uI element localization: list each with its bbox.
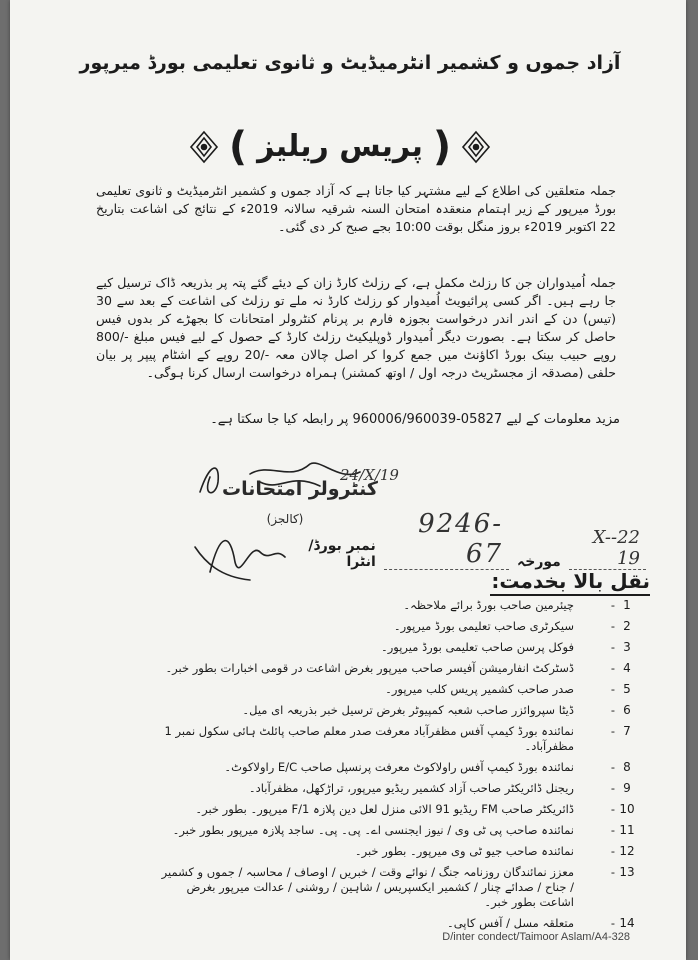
paragraph-result-cards: جملہ اُمیدواران جن کا رزلٹ مکمل ہے، کے رزلٹ کارڈ زان کے دیئے گئے پتہ پر بذریعہ ڈاک ترسیل کیے جا رہے ہیں۔ اگر کسی پرائیویٹ اُمیدوار کو رزلٹ کارڈ نہ ملے تو رزلٹ کی اشاعت کے بعد سے 30 (تیس) دن کے اندر اندر درخواست بجوزہ فارم بر پرنام کنٹرولر امتحانات کا بجھڑے کر بدوں فیس حاصل کر سکتا ہے۔ بصورت دیگر اُمیدوار ڈوپلیکیٹ رزلٹ کارڈ کے حصول کے لیے فیس مبلغ -/800 روپے حبیب بینک بورڈ اکاؤنٹ میں جمع کروا کر اصل چالان معہ -/20 روپے کے اشٹام پیپر پر بیان حلفی (مصدقہ از مجسٹریٹ درجہ اول / اوتھ کمشنر) ہمراہ درخواست ارسال کرنا ہوگی۔ — [96, 275, 617, 380]
list-item: 3 - فوکل پرسن صاحب تعلیمی بورڈ میرپور۔ — [381, 640, 631, 654]
ornament-left-icon — [189, 130, 219, 164]
contact-info: مزید معلومات کے لیے 05827-960006/960039 پر رابطہ کیا جا سکتا ہے۔ — [210, 412, 620, 427]
paragraph-result-announcement: جملہ متعلقین کی اطلاع کے لیے مشتہر کیا جاتا ہے کہ آزاد جموں و کشمیر انٹرمیڈیٹ و ثانوی تعلیمی بورڈ میرپور کے زیر اہتمام منعقدہ امتحان السنہ شرقیہ سالانہ 2019ء کے نتائج کی اشاعت بتاریخ 22 اکتوبر 2019ء بروز منگل بوقت 10:00 بجے صبح کر دی گئی۔ — [96, 183, 616, 234]
document-page — [10, 0, 686, 960]
title-paren-right: ) — [432, 124, 452, 170]
list-item: 1 - چیئرمین صاحب بورڈ برائے ملاحظہ۔ — [403, 598, 631, 612]
reference-date-label: مورخہ — [517, 554, 561, 570]
reference-number-label: نمبر بورڈ/انٹرا — [308, 538, 376, 570]
list-item: 10 - ڈائریکٹر صاحب FM ریڈیو 91 الائی منزل لعل دین پلازہ F/1 میرپور۔ بطور خبر۔ — [195, 802, 635, 816]
board-name-header: آزاد جموں و کشمیر انٹرمیڈیٹ و ثانوی تعلیمی بورڈ میرپور — [79, 52, 621, 74]
list-item: 5 - صدر صاحب کشمیر پریس کلب میرپور۔ — [385, 682, 631, 696]
reference-line — [286, 509, 646, 570]
list-item: 2 - سیکرٹری صاحب تعلیمی بورڈ میرپور۔ — [393, 619, 631, 633]
reference-number: 9246-67 — [384, 509, 509, 570]
list-item: 12 - نمائندہ صاحب جیو ٹی وی میرپور۔ بطور خبر۔ — [354, 844, 635, 858]
list-item: 11 - نمائندہ صاحب پی ٹی وی / نیوز ایجنسی اے۔ پی۔ پی۔ ساجد پلازہ میرپور بطور خبر۔ — [172, 823, 635, 837]
press-release-title-block — [160, 122, 520, 172]
controller-subtitle: (کالجز) — [266, 512, 304, 526]
list-item: 8 - نمائندہ بورڈ کیمپ آفس راولاکوٹ معرفت پرنسپل صاحب E/C راولاکوٹ۔ — [224, 760, 631, 774]
reference-date: 22-X-19 — [569, 527, 646, 570]
copy-to-list — [160, 598, 640, 937]
list-item: 7 - نمائندہ بورڈ کیمپ آفس مظفرآباد معرفت صدر معلم صاحب پائلٹ ہائی سکول نمبر 1 مظفرآباد۔ — [164, 724, 631, 753]
ornament-right-icon — [461, 130, 491, 164]
controller-title: کنٹرولر امتحانات — [222, 478, 378, 500]
copy-to-heading: نقل بالا بخدمت: — [490, 568, 650, 596]
list-item: 6 - ڈیٹا سپروائزر صاحب شعبہ کمپیوٹر بغرض ترسیل خبر بذریعہ ای میل۔ — [242, 703, 631, 717]
list-item: 14 - متعلقہ مسل / آفس کاپی۔ — [446, 916, 635, 930]
press-release-title: پریس ریلیز — [257, 129, 423, 164]
list-item: 4 - ڈسٹرکٹ انفارمیشن آفیسر صاحب میرپور بغرض اشاعت در قومی اخبارات بطور خبر۔ — [165, 661, 631, 675]
file-reference-footer: D/inter condect/Taimoor Aslam/A4-328 — [442, 931, 630, 943]
list-item: 13 - معزز نمائندگان روزنامہ جنگ / نوائے وقت / خبریں / اوصاف / محاسبہ / جموں و کشمیر / جناح / صدائے چنار / کشمیر ایکسپریس / شاہین / روشنی / عدالت میرپور بغرض اشاعت بطور خبر۔ — [161, 865, 635, 909]
list-item: 9 - ریجنل ڈائریکٹر صاحب آزاد کشمیر ریڈیو میرپور، تراڑکھل، مظفرآباد۔ — [248, 781, 631, 795]
title-paren-left: ( — [228, 124, 248, 170]
signature-date: 24/X/19 — [340, 466, 399, 484]
